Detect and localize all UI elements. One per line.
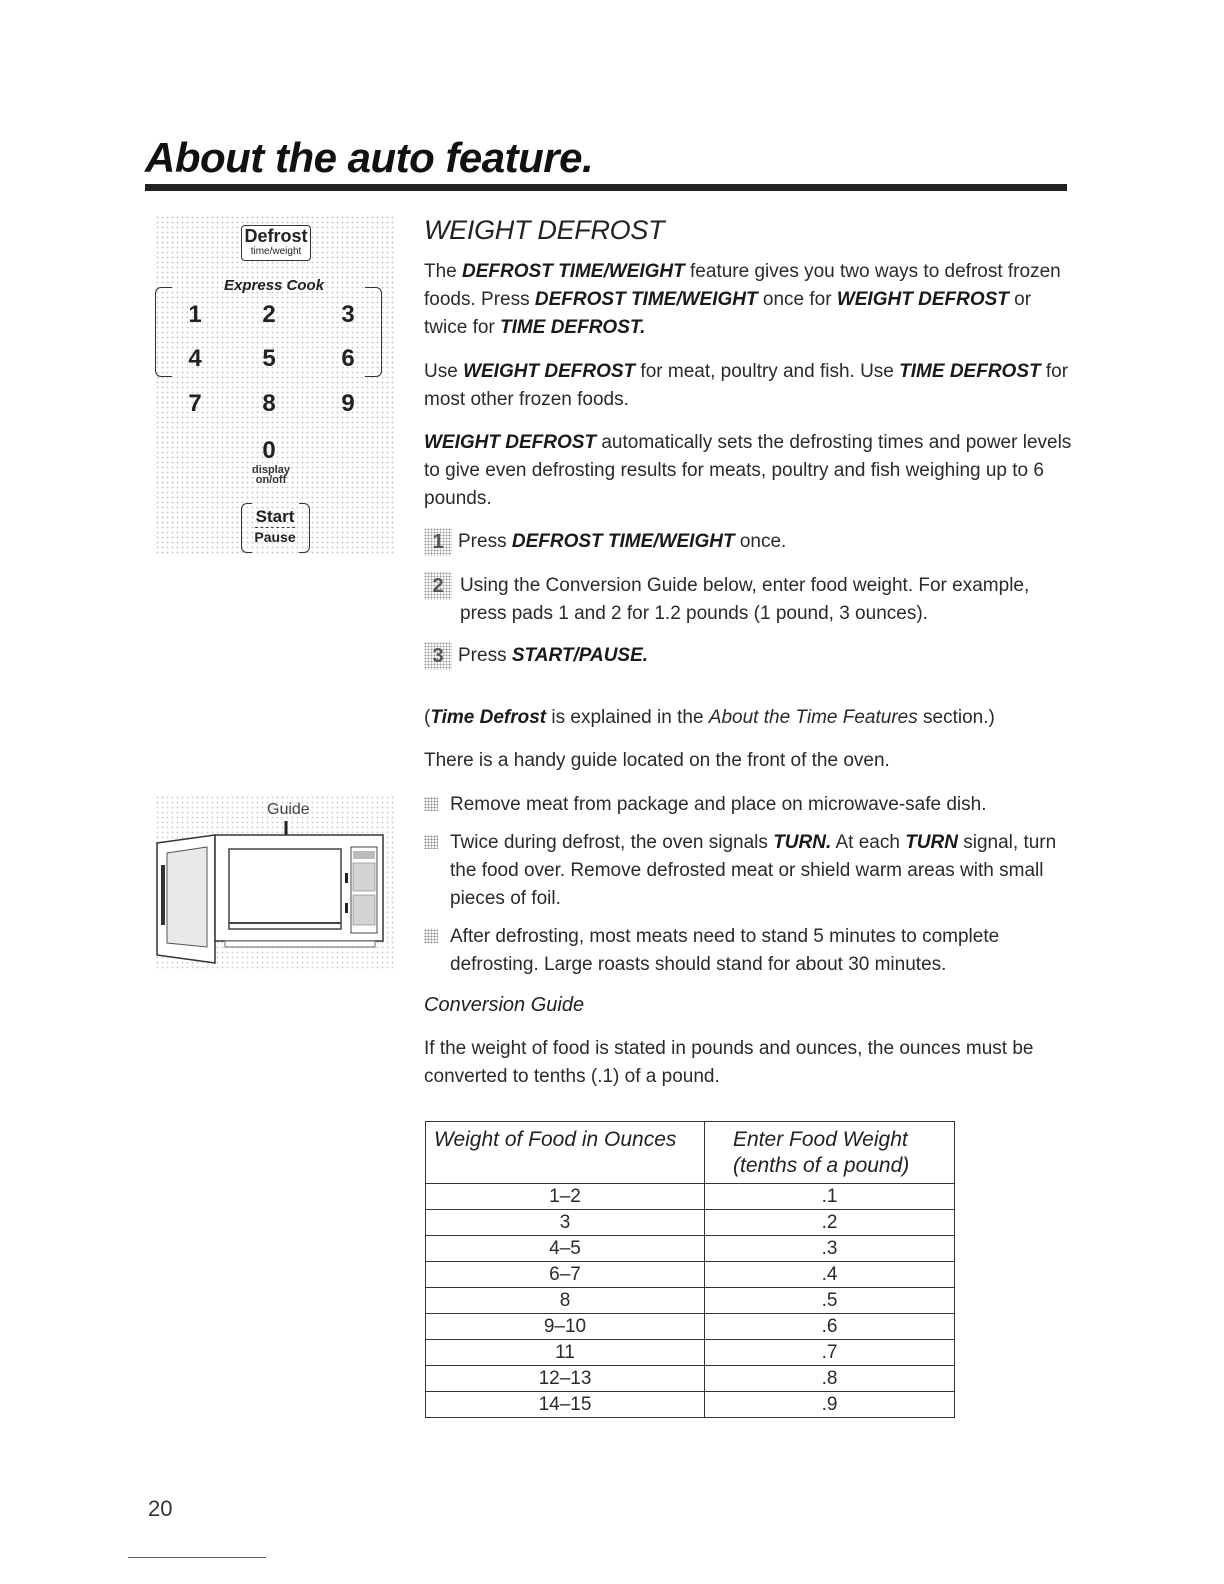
footer-link-line	[128, 1557, 266, 1558]
microwave-cavity	[229, 849, 341, 929]
door-window	[167, 847, 207, 947]
use-text-2: for meat, poultry and fish. Use	[635, 361, 900, 382]
ounces-cell: 6–7	[426, 1262, 705, 1288]
step-1-text-2: once.	[734, 531, 787, 553]
defrost-pad	[241, 225, 311, 261]
keypad-digit-8: 8	[262, 390, 276, 417]
bullet-icon	[424, 835, 438, 849]
note-text-2: section.)	[917, 707, 995, 728]
table-row	[426, 1314, 955, 1340]
bullet-1-text: Remove meat from package and place on microwave-safe dish.	[450, 794, 987, 815]
auto-paragraph	[424, 429, 1074, 513]
ounces-cell: 8	[426, 1288, 705, 1314]
column-header-tenths	[705, 1122, 955, 1184]
keypad-illustration	[155, 215, 395, 555]
tenths-cell: .6	[705, 1314, 955, 1340]
pause-label: Pause	[254, 529, 296, 545]
express-cook-bracket-left	[155, 287, 172, 377]
use-emphasis-2: TIME DEFROST	[899, 361, 1041, 382]
use-text-3: for most other frozen foods.	[424, 361, 1069, 410]
table-row	[426, 1210, 955, 1236]
express-cook-bracket-right	[365, 287, 382, 377]
bullet-item	[424, 791, 1074, 819]
keypad-digit-1: 1	[188, 301, 202, 328]
conversion-guide-heading: Conversion Guide	[424, 994, 585, 1016]
table-header-row	[426, 1122, 955, 1184]
bullet-3-text: After defrosting, most meats need to stand 5 minutes to complete defrosting. Large roasts should stand for about 30 minutes.	[450, 926, 1000, 975]
page-number: 20	[148, 1496, 173, 1521]
display-label: display	[252, 464, 290, 476]
tenths-cell: .9	[705, 1392, 955, 1418]
intro-emphasis-4: TIME DEFROST.	[500, 317, 646, 338]
column-header-tenths-line-2: (tenths of a pound)	[733, 1154, 910, 1177]
bullet-item	[424, 829, 1074, 913]
column-header-tenths-line-1: Enter Food Weight	[733, 1128, 908, 1151]
note-emphasis: Time Defrost	[430, 707, 547, 728]
tenths-cell: .7	[705, 1340, 955, 1366]
guide-label: Guide	[267, 801, 310, 818]
ounces-cell: 1–2	[426, 1184, 705, 1210]
table-row	[426, 1392, 955, 1418]
handy-guide-text: There is a handy guide located on the front of the oven.	[424, 750, 890, 771]
use-paragraph	[424, 358, 1074, 414]
title-rule	[145, 184, 1067, 191]
tenths-cell: .3	[705, 1236, 955, 1262]
step-1-emphasis: DEFROST TIME/WEIGHT	[511, 531, 735, 553]
note-paren: (	[424, 707, 431, 728]
table-row	[426, 1184, 955, 1210]
ounces-cell: 3	[426, 1210, 705, 1236]
note-text-1: is explained in the	[546, 707, 709, 728]
table-row	[426, 1340, 955, 1366]
keypad-digit-0: 0	[262, 437, 276, 464]
table-row	[426, 1366, 955, 1392]
intro-text-4: or twice for	[424, 289, 1032, 338]
start-pause-divider	[255, 527, 295, 528]
tenths-cell: .4	[705, 1262, 955, 1288]
intro-emphasis-3: WEIGHT DEFROST	[836, 289, 1009, 310]
start-label: Start	[255, 507, 295, 526]
intro-text-2: feature gives you two ways to defrost frozen foods. Press	[424, 261, 1061, 310]
intro-text-3: once for	[757, 289, 837, 310]
step-2	[424, 572, 1074, 628]
onoff-label: on/off	[255, 474, 287, 486]
control-display	[353, 851, 375, 859]
start-pause-pad	[241, 503, 311, 553]
tenths-cell: .8	[705, 1366, 955, 1392]
control-keys-bottom	[353, 895, 375, 925]
intro-emphasis-2: DEFROST TIME/WEIGHT	[534, 289, 758, 310]
step-number-badge: 3	[424, 642, 452, 670]
table-row	[426, 1262, 955, 1288]
express-cook-label: Express Cook	[224, 277, 325, 294]
tenths-cell: .2	[705, 1210, 955, 1236]
tenths-cell: .5	[705, 1288, 955, 1314]
step-3-text: Press	[458, 645, 512, 667]
intro-text-1: The	[424, 261, 463, 282]
keypad-digit-6: 6	[341, 345, 355, 372]
bullet-icon	[424, 929, 438, 943]
keypad-digit-7: 7	[188, 390, 202, 417]
defrost-pad-label: Defrost	[244, 226, 308, 246]
section-heading: WEIGHT DEFROST	[424, 215, 665, 245]
step-number-badge: 2	[424, 572, 452, 600]
display-onoff-label	[239, 465, 303, 485]
guide-marker-1	[345, 873, 348, 883]
ounces-cell: 4–5	[426, 1236, 705, 1262]
auto-emphasis-1: WEIGHT DEFROST	[424, 432, 597, 453]
bullet-2-emphasis-1: TURN.	[773, 832, 832, 853]
ounces-cell: 11	[426, 1340, 705, 1366]
keypad-digit-3: 3	[341, 301, 355, 328]
ounces-cell: 12–13	[426, 1366, 705, 1392]
guide-marker-2	[345, 903, 348, 913]
step-1	[424, 528, 1074, 556]
conversion-guide-text: If the weight of food is stated in pounds and ounces, the ounces must be converted to tenths (.1) of a pound.	[424, 1038, 1034, 1087]
keypad-digit-9: 9	[341, 390, 355, 417]
bullet-2-emphasis-2: TURN	[905, 832, 958, 853]
table-row	[426, 1288, 955, 1314]
table-row	[426, 1236, 955, 1262]
note-italic: About the Time Features	[708, 707, 918, 728]
door-handle	[161, 865, 165, 925]
auto-text-1: automatically sets the defrosting times and power levels to give even defrosting results for meats, poultry and fish weighing up to 6 pounds.	[424, 432, 1072, 509]
microwave-base	[225, 941, 375, 947]
bullet-2-text-1: Twice during defrost, the oven signals	[450, 832, 774, 853]
keypad-digit-5: 5	[262, 345, 276, 372]
step-1-text: Press	[458, 531, 512, 553]
bullet-2-text-2: At each	[831, 832, 906, 853]
bullet-item	[424, 923, 1074, 979]
keypad-digit-2: 2	[262, 301, 276, 328]
step-number-badge: 1	[424, 528, 452, 556]
microwave-illustration	[155, 795, 395, 970]
column-header-ounces: Weight of Food in Ounces	[426, 1122, 705, 1184]
defrost-pad-sublabel: time/weight	[250, 246, 302, 257]
ounces-cell: 14–15	[426, 1392, 705, 1418]
use-emphasis-1: WEIGHT DEFROST	[463, 361, 636, 382]
note-paragraph	[424, 704, 1074, 732]
microwave-drawing	[155, 795, 395, 970]
bullet-2-text-3: signal, turn the food over. Remove defrosted meat or shield warm areas with small pieces of foil.	[450, 832, 1057, 909]
conversion-table	[425, 1121, 955, 1418]
page-title: About the auto feature.	[145, 134, 594, 181]
intro-emphasis-1: DEFROST TIME/WEIGHT	[462, 261, 685, 282]
step-2-text: Using the Conversion Guide below, enter food weight. For example, press pads 1 and 2 for 1.2 pounds (1 pound, 3 ounces).	[460, 575, 1030, 624]
use-text-1: Use	[424, 361, 464, 382]
intro-paragraph	[424, 258, 1074, 342]
step-3-emphasis: START/PAUSE.	[511, 645, 649, 667]
bullet-icon	[424, 797, 438, 811]
tenths-cell: .1	[705, 1184, 955, 1210]
control-keys-top	[353, 863, 375, 891]
keypad-digit-4: 4	[188, 345, 202, 372]
ounces-cell: 9–10	[426, 1314, 705, 1340]
step-3	[424, 642, 1074, 670]
